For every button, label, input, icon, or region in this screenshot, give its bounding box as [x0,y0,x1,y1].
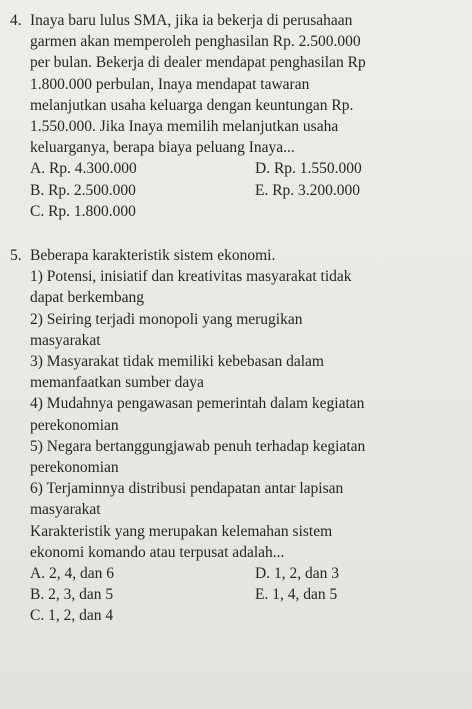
option-b: B. 2, 3, dan 5 [30,586,114,604]
option-e: E. 1, 4, dan 5 [255,586,338,604]
option-c: C. Rp. 1.800.000 [30,202,136,220]
option-d: D. 1, 2, dan 3 [255,565,339,583]
stem-line: ekonomi komando atau terpusat adalah... [30,543,285,561]
statement-line: memanfaatkan sumber daya [30,374,204,392]
statement-line: 1) Potensi, inisiatif dan kreativitas masyarakat tidak [30,268,352,286]
statement-line: 3) Masyarakat tidak memiliki kebebasan dalam [30,353,324,371]
question-body [30,245,462,627]
question-number: 4. [10,12,22,29]
statement-line: dapat berkembang [30,289,145,307]
option-b: B. Rp. 2.500.000 [30,181,136,199]
statement-line: masyarakat [30,331,101,349]
statement-line: perekonomian [30,416,119,434]
option-d: D. Rp. 1.550.000 [255,160,362,178]
statement-line: 6) Terjaminnya distribusi pendapatan antar lapisan [30,480,344,498]
question-5 [10,245,462,627]
option-c: C. 1, 2, dan 4 [30,607,114,625]
question-body [30,10,462,222]
stem-line: Karakteristik yang merupakan kelemahan sistem [30,522,333,540]
stem-line: Inaya baru lulus SMA, jika ia bekerja di perusahaan [30,12,353,29]
answer-options [30,563,462,627]
question-number: 5. [10,247,22,265]
stem-line: melanjutkan usaha keluarga dengan keuntungan Rp. [30,96,354,114]
stem-line: 1.800.000 perbulan, Inaya mendapat tawaran [30,75,310,93]
question-stem [30,10,462,158]
statement-line: 2) Seiring terjadi monopoli yang merugikan [30,310,303,328]
stem-line: keluarganya, berapa biaya peluang Inaya... [30,139,295,157]
stem-line: 1.550.000. Jika Inaya memilih melanjutkan usaha [30,118,339,136]
option-a: A. 2, 4, dan 6 [30,565,114,583]
stem-line: garmen akan memperoleh penghasilan Rp. 2.500.000 [30,33,361,51]
stem-line: Beberapa karakteristik sistem ekonomi. [30,247,276,265]
question-stem [30,245,462,563]
stem-line: per bulan. Bekerja di dealer mendapat penghasilan Rp [30,54,366,72]
answer-options [30,158,462,222]
option-a: A. Rp. 4.300.000 [30,160,137,178]
statement-line: masyarakat [30,501,101,519]
statement-line: 4) Mudahnya pengawasan pemerintah dalam kegiatan [30,395,365,413]
statement-line: perekonomian [30,459,119,477]
option-e: E. Rp. 3.200.000 [255,181,361,199]
statement-line: 5) Negara bertanggungjawab penuh terhadap kegiatan [30,437,366,455]
question-4 [10,10,462,222]
